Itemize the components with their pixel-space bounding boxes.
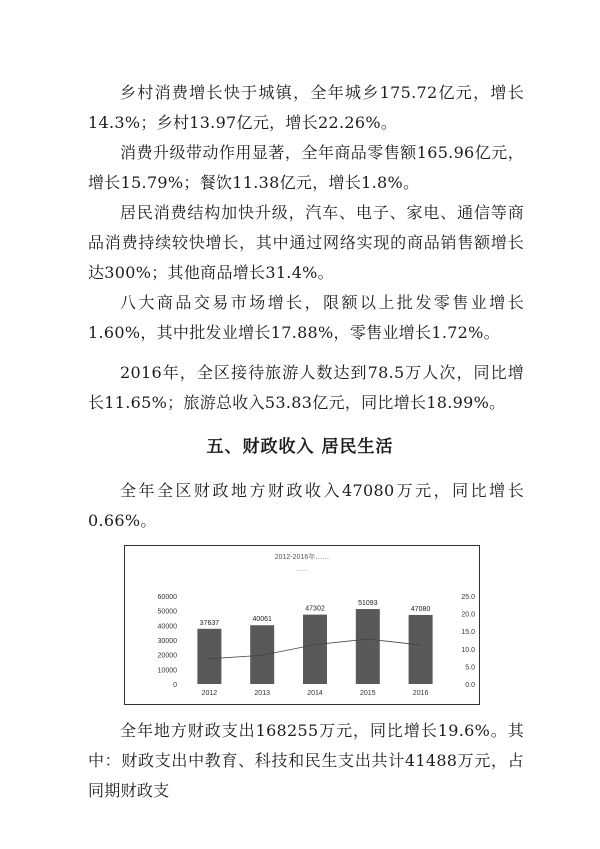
bar-data-label: 37637 bbox=[199, 619, 220, 627]
y-left-tick-label: 50000 bbox=[157, 608, 177, 616]
paragraph-markets: 八大商品交易市场增长，限额以上批发零售业增长1.60%，其中批发业增长17.88%，零售业增长1.72%。 bbox=[88, 293, 524, 342]
bar bbox=[409, 615, 433, 684]
right-axis bbox=[461, 594, 475, 689]
bar-data-label: 51093 bbox=[358, 600, 378, 608]
y-right-tick-label: 10.0 bbox=[461, 646, 475, 654]
y-left-tick-label: 20000 bbox=[157, 652, 177, 660]
x-category-label: 2016 bbox=[412, 690, 429, 697]
paragraph-fiscal-revenue: 全年全区财政地方财政收入47080万元，同比增长0.66%。 bbox=[88, 481, 524, 530]
bar bbox=[303, 615, 327, 684]
x-category-label: 2012 bbox=[201, 690, 218, 697]
chart-title: 2012-2016年…… bbox=[274, 554, 330, 561]
y-left-tick-label: 60000 bbox=[157, 594, 177, 601]
chart-subtitle: …… bbox=[296, 567, 308, 573]
bar-data-label: 40061 bbox=[252, 616, 272, 624]
y-right-tick-label: 0.0 bbox=[465, 682, 475, 689]
bar bbox=[250, 625, 274, 684]
paragraph-tourism: 2016年，全区接待旅游人数达到78.5万人次，同比增长11.65%；旅游总收入53.83亿元，同比增长18.99%。 bbox=[88, 363, 524, 412]
left-axis bbox=[158, 594, 178, 689]
y-right-tick-label: 5.0 bbox=[465, 664, 475, 672]
paragraph-rural-consumption: 乡村消费增长快于城镇，全年城乡175.72亿元，增长14.3%；乡村13.97亿元，增长22.26%。 bbox=[88, 83, 524, 132]
x-category-label: 2014 bbox=[307, 690, 323, 697]
y-left-tick-label: 10000 bbox=[157, 667, 177, 675]
x-axis-labels bbox=[202, 690, 429, 697]
bar bbox=[197, 629, 221, 684]
y-right-tick-label: 20.0 bbox=[461, 611, 475, 619]
section-heading: 五、财政收入 居民生活 bbox=[206, 437, 394, 457]
bar-data-label: 47080 bbox=[410, 605, 431, 613]
y-left-tick-label: 30000 bbox=[157, 638, 177, 645]
bar-data-label: 47302 bbox=[305, 605, 325, 613]
chart-svg bbox=[125, 546, 479, 704]
y-left-tick-label: 40000 bbox=[157, 623, 177, 631]
paragraph-consumption-structure: 居民消费结构加快升级，汽车、电子、家电、通信等商品消费持续较快增长，其中通过网络实现的商品销售额增长达300%；其他商品增长31.4%。 bbox=[88, 203, 524, 282]
y-left-tick-label: 0 bbox=[173, 682, 177, 689]
fiscal-revenue-chart bbox=[124, 545, 480, 705]
y-right-tick-label: 15.0 bbox=[461, 629, 475, 637]
x-category-label: 2013 bbox=[254, 690, 270, 697]
paragraph-consumption-upgrade: 消费升级带动作用显著，全年商品零售额165.96亿元，增长15.79%；餐饮11.38亿元，增长1.8%。 bbox=[88, 143, 524, 192]
paragraph-fiscal-expenditure: 全年地方财政支出168255万元，同比增长19.6%。其中：财政支出中教育、科技和民生支出共计41488万元，占同期财政支 bbox=[88, 721, 524, 800]
x-category-label: 2015 bbox=[360, 690, 376, 697]
y-right-tick-label: 25.0 bbox=[461, 594, 475, 601]
bar bbox=[356, 609, 380, 684]
